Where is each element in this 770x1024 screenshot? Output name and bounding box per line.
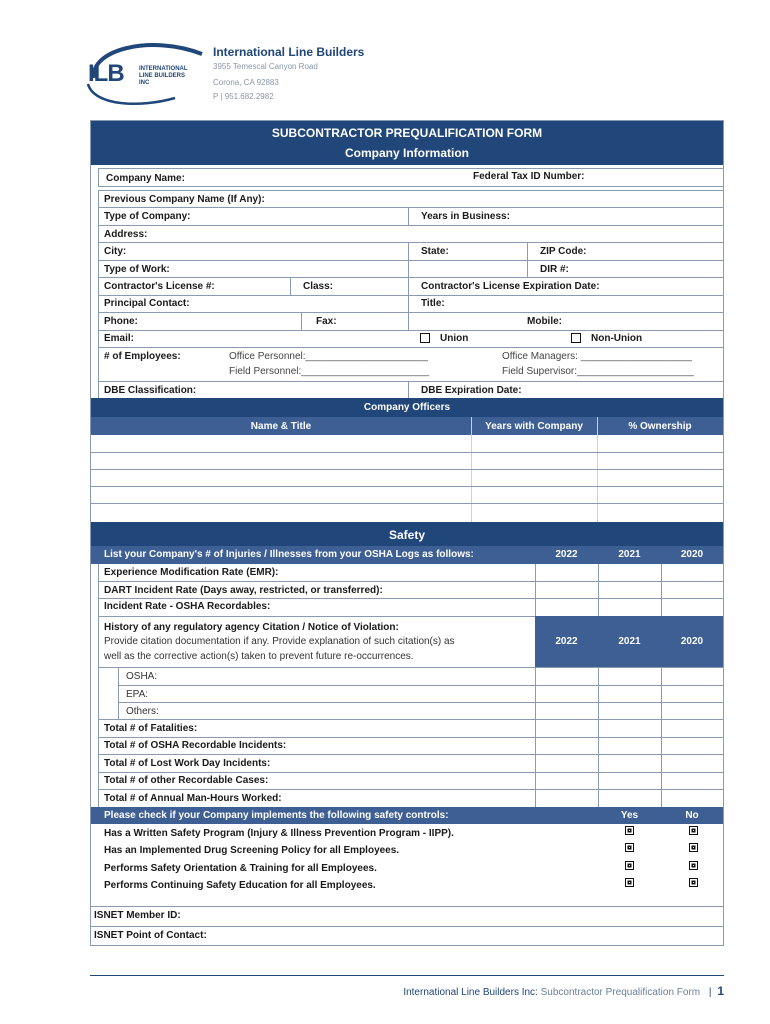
others-label: Others: (126, 706, 159, 717)
yes-header: Yes (620, 810, 639, 821)
control-education-label: Performs Continuing Safety Education for all Employees. (104, 880, 376, 891)
epa-label: EPA: (126, 689, 149, 700)
footer-rule (90, 975, 724, 976)
footer-divider: | (708, 987, 712, 998)
citation-year-2020: 2020 (680, 636, 704, 647)
officers-col-ownership: % Ownership (628, 421, 692, 432)
control-drug-no[interactable] (689, 843, 698, 852)
company-name-box[interactable] (98, 168, 724, 187)
no-header: No (685, 810, 699, 821)
phone-label: Phone: (104, 316, 138, 327)
control-education-yes[interactable] (625, 878, 634, 887)
year-2021-label: 2021 (618, 549, 641, 560)
control-iipp-label: Has a Written Safety Program (Injury & Illness Prevention Program - IIPP). (104, 828, 454, 839)
dbe-class-label: DBE Classification: (104, 385, 197, 396)
citation-text-1: Provide citation documentation if any. Provide explanation of such citation(s) as (104, 636, 455, 647)
nonunion-checkbox[interactable] (571, 333, 581, 343)
years-business-label: Years in Business: (421, 211, 510, 222)
osha-label: OSHA: (126, 671, 158, 682)
officers-heading-band (91, 398, 723, 417)
principal-label: Principal Contact: (104, 298, 190, 309)
nonunion-label: Non-Union (591, 333, 643, 344)
control-orientation-no[interactable] (689, 861, 698, 870)
field-supervisor-field[interactable]: Field Supervisor:_____________________ (502, 366, 694, 377)
officer-row[interactable] (91, 503, 723, 522)
isnet-contact-label: ISNET Point of Contact: (94, 930, 207, 941)
officer-row[interactable] (91, 469, 723, 486)
company-address-1: 3955 Temescal Canyon Road (213, 62, 318, 71)
safety-heading-band (91, 522, 723, 546)
office-managers-field[interactable]: Office Managers: ____________________ (502, 351, 692, 362)
other-cases-label: Total # of other Recordable Cases: (104, 775, 269, 786)
officer-row[interactable] (91, 452, 723, 469)
type-work-label: Type of Work: (104, 264, 170, 275)
control-orientation-label: Performs Safety Orientation & Training for all Employees. (104, 863, 377, 874)
officer-row[interactable] (91, 435, 723, 452)
year-2022-label: 2022 (555, 549, 578, 560)
isnet-id-field[interactable] (180, 907, 720, 925)
recordable-label: Total # of OSHA Recordable Incidents: (104, 740, 287, 751)
state-label: State: (421, 246, 449, 257)
control-orientation-yes[interactable] (625, 861, 634, 870)
lost-day-label: Total # of Lost Work Day Incidents: (104, 758, 271, 769)
emr-label: Experience Modification Rate (EMR): (104, 567, 279, 578)
union-checkbox[interactable] (420, 333, 430, 343)
injuries-prompt: List your Company's # of Injuries / Illnesses from your OSHA Logs as follows: (104, 549, 474, 560)
officers-heading: Company Officers (363, 402, 451, 413)
company-address-2: Corona, CA 92883 (213, 78, 279, 87)
city-label: City: (104, 246, 127, 257)
footer-doc: Subcontractor Prequalification Form (537, 987, 701, 998)
employees-label: # of Employees: (104, 351, 181, 362)
fatalities-label: Total # of Fatalities: (104, 723, 198, 734)
man-hours-label: Total # of Annual Man-Hours Worked: (104, 793, 282, 804)
citation-year-2022: 2022 (555, 636, 578, 647)
control-education-no[interactable] (689, 878, 698, 887)
company-name: International Line Builders (213, 45, 365, 59)
logo-subtext: INTERNATIONAL LINE BUILDERS INC (139, 66, 188, 86)
officers-col-years: Years with Company (485, 421, 583, 432)
control-iipp-no[interactable] (689, 826, 698, 835)
year-2020-label: 2020 (680, 549, 704, 560)
dbe-exp-label: DBE Expiration Date: (421, 385, 522, 396)
form-subtitle: Company Information (344, 146, 469, 160)
form-title: SUBCONTRACTOR PREQUALIFICATION FORM (271, 126, 543, 140)
footer (403, 984, 724, 998)
company-name-label: Company Name: (106, 173, 185, 184)
address-label: Address: (104, 229, 148, 240)
officers-col-name: Name & Title (250, 421, 312, 432)
isnet-id-label: ISNET Member ID: (94, 910, 181, 921)
office-personnel-field[interactable]: Office Personnel:______________________ (229, 351, 428, 362)
citation-text-2: well as the corrective action(s) taken to prevent future re-occurrences. (104, 651, 414, 662)
field-personnel-field[interactable]: Field Personnel:_______________________ (229, 366, 430, 377)
control-iipp-yes[interactable] (625, 826, 634, 835)
federal-tax-label: Federal Tax ID Number: (473, 171, 585, 182)
mobile-label: Mobile: (527, 316, 562, 327)
officer-row[interactable] (91, 486, 723, 503)
isnet-contact-field[interactable] (210, 927, 720, 945)
dir-label: DIR #: (540, 264, 569, 275)
citation-year-2021: 2021 (618, 636, 641, 647)
title-label: Title: (421, 298, 445, 309)
page-number: 1 (717, 984, 724, 998)
union-label: Union (440, 333, 469, 344)
type-company-label: Type of Company: (104, 211, 191, 222)
form-title-band (91, 121, 723, 165)
control-drug-label: Has an Implemented Drug Screening Policy for all Employees. (104, 845, 400, 856)
footer-company: International Line Builders Inc: (403, 987, 538, 998)
license-exp-label: Contractor's License Expiration Date: (421, 281, 600, 292)
dart-label: DART Incident Rate (Days away, restricted, or transferred): (104, 585, 383, 596)
citation-heading: History of any regulatory agency Citation / Notice of Violation: (104, 622, 399, 633)
license-label: Contractor's License #: (104, 281, 215, 292)
zip-label: ZIP Code: (540, 246, 587, 257)
previous-name-label: Previous Company Name (If Any): (104, 194, 265, 205)
fax-label: Fax: (316, 316, 337, 327)
email-label: Email: (104, 333, 135, 344)
company-phone: P | 951.682.2982 (213, 92, 274, 101)
logo-text: ILB (88, 60, 124, 87)
class-label: Class: (303, 281, 334, 292)
controls-prompt: Please check if your Company implements the following safety controls: (104, 810, 449, 821)
safety-heading: Safety (388, 528, 426, 542)
incident-label: Incident Rate - OSHA Recordables: (104, 601, 271, 612)
control-drug-yes[interactable] (625, 843, 634, 852)
